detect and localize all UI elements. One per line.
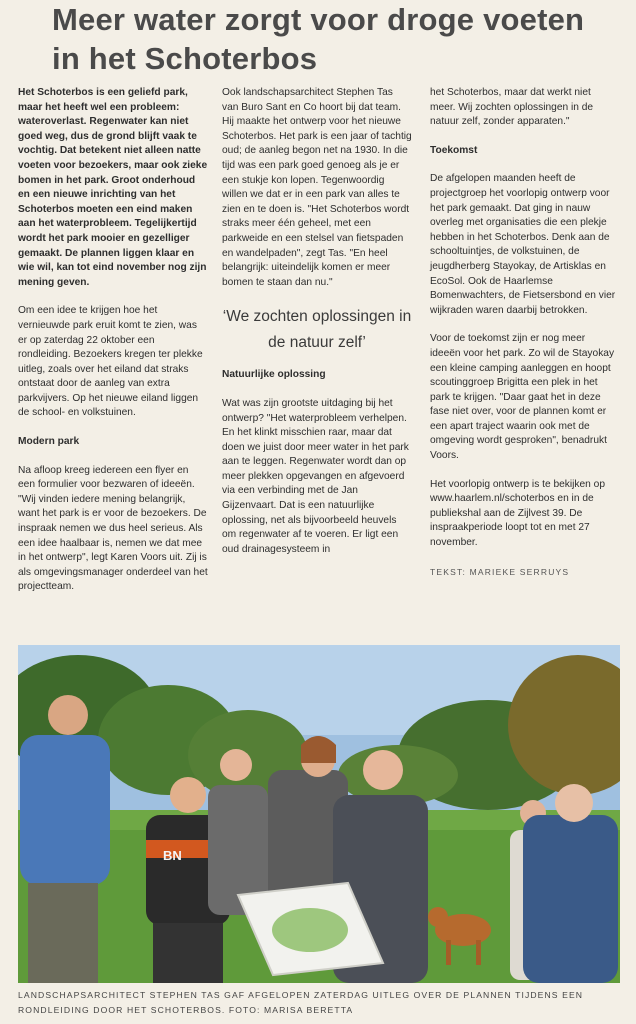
byline: TEKST: MARIEKE SERRUYS [430,566,570,577]
paragraph: Wat was zijn grootste uitdaging bij het ontwerp? "Het waterprobleem verhelpen. En het klinkt misschien raar, maar dat doen we juist door meer water in het park aan te leggen. Regenwater wordt dan op meer plekken opgevangen en afgevoerd via een verbinding met de Jan Gijzenvaart. Dat is een natuurlijke oplossing, net als bijvoorbeeld heuvels om regenwater af te voeren. Er ligt een oud drainagesysteem in [222,397,409,555]
column-2 [222,86,412,571]
paragraph: De afgelopen maanden heeft de projectgroep het voorlopig ontwerp voor het park gemaakt. Dat ging in nauw overleg met organisaties die een plekje hebben in het Schoterbos. Denk aan de schooltuintjes, de volkstuinen, de jeugdherberg Stayokay, de Artisklas en EcoSol. Ook de Haarlemse Bomenwachters, de Fietsersbond en vier wijkraden waren daarbij betrokken. [430,173,616,316]
intro-paragraph: Het Schoterbos is een geliefd park, maar het heeft wel een probleem: wateroverlast. Regenwater kan niet goed weg, dus de grond blijft vaak te vochtig. Dat betekent niet alleen natte voeten voor bezoekers, maar ook zieke bomen in het park. Groot onderhoud en een nieuwe inrichting van het Schoterbos moeten een eind maken aan het waterprobleem. Tegelijkertijd wordt het park mooier en gezelliger gemaakt. De plannen liggen klaar en wie wil, kan tot eind november nog zijn mening geven. [18,87,208,288]
photo-caption: LANDSCHAPSARCHITECT STEPHEN TAS GAF AFGELOPEN ZATERDAG UITLEG OVER DE PLANNEN TIJDENS EEN RONDLEIDING DOOR HET SCHOTERBOS. FOTO: MARISA BERETTA [18,990,584,1015]
column-3 [430,86,618,579]
photo-illustration [18,645,620,983]
paragraph: Ook landschapsarchitect Stephen Tas van Buro Sant en Co hoort bij dat team. Hij maakte het ontwerp voor het nieuwe Schoterbos. Het park is een jaar of tachtig oud; de aanleg begon net na 1930. In die tijd was een park goed genoeg als je er een stukje kon lopen. Tegenwoordig willen we dat er in een park van alles te zien en te doen is. "Het Schoterbos wordt straks meer één geheel, met een parkweide en een stelsel van fietspaden en wandelpaden", zegt Tas. "En heel belangrijk: uiteindelijk komen er meer bomen te staan dan nu." [222,87,412,288]
paragraph: Voor de toekomst zijn er nog meer ideeën voor het park. Zo wil de Stayokay een kleine camping aanleggen en hoopt scoutinggroep Brigitta een plek in het park te krijgen. "Daar gaat het in deze fase niet over, voor de plannen komt er een apart traject waarin ook met de omgeving wordt gesproken", benadrukt Voors. [430,333,615,462]
person-left [20,695,110,983]
column-1 [18,86,208,609]
shirt-text: BN [163,848,182,863]
paragraph: Het voorlopig ontwerp is te bekijken op www.haarlem.nl/schoterbos en in de publiekshal aan de Zijlvest 39. De inspraakperiode loopt tot en met 27 november. [430,478,605,549]
paragraph: Om een idee te krijgen hoe het vernieuwde park eruit komt te zien, was er op zaterdag 22 oktober een rondleiding. Bezoekers kregen ter plekke uitleg, zoals over het eiland dat straks ontstaat door de aanleg van extra parkvijvers. Op het nieuwe eiland liggen de school- en volkstuinen. [18,305,203,419]
pull-quote: ‘We zochten oplossingen in de natuur zelf’ [222,308,412,352]
subheading-toekomst: Toekomst [430,144,478,156]
photo-group-tour [18,645,620,983]
paragraph: het Schoterbos, maar dat werkt niet meer. Wij zochten oplossingen in de natuur zelf, zonder apparaten." [430,87,594,128]
subheading-natuurlijke-oplossing: Natuurlijke oplossing [222,369,326,381]
paragraph: Na afloop kreeg iedereen een flyer en een formulier voor bezwaren of ideeën. "Wij vinden iedere mening belangrijk, want het park is er voor de bezoekers. De inspraak nemen we dus heel serieus. Als een idee haalbaar is, nemen we dat mee in het ontwerp", legt Karen Voors uit. Zij is als omgevingsmanager onderdeel van het projectteam. [18,464,208,593]
subheading-modern-park: Modern park [18,436,80,448]
headline: Meer water zorgt voor droge voeten in het Schoterbos [52,2,585,76]
